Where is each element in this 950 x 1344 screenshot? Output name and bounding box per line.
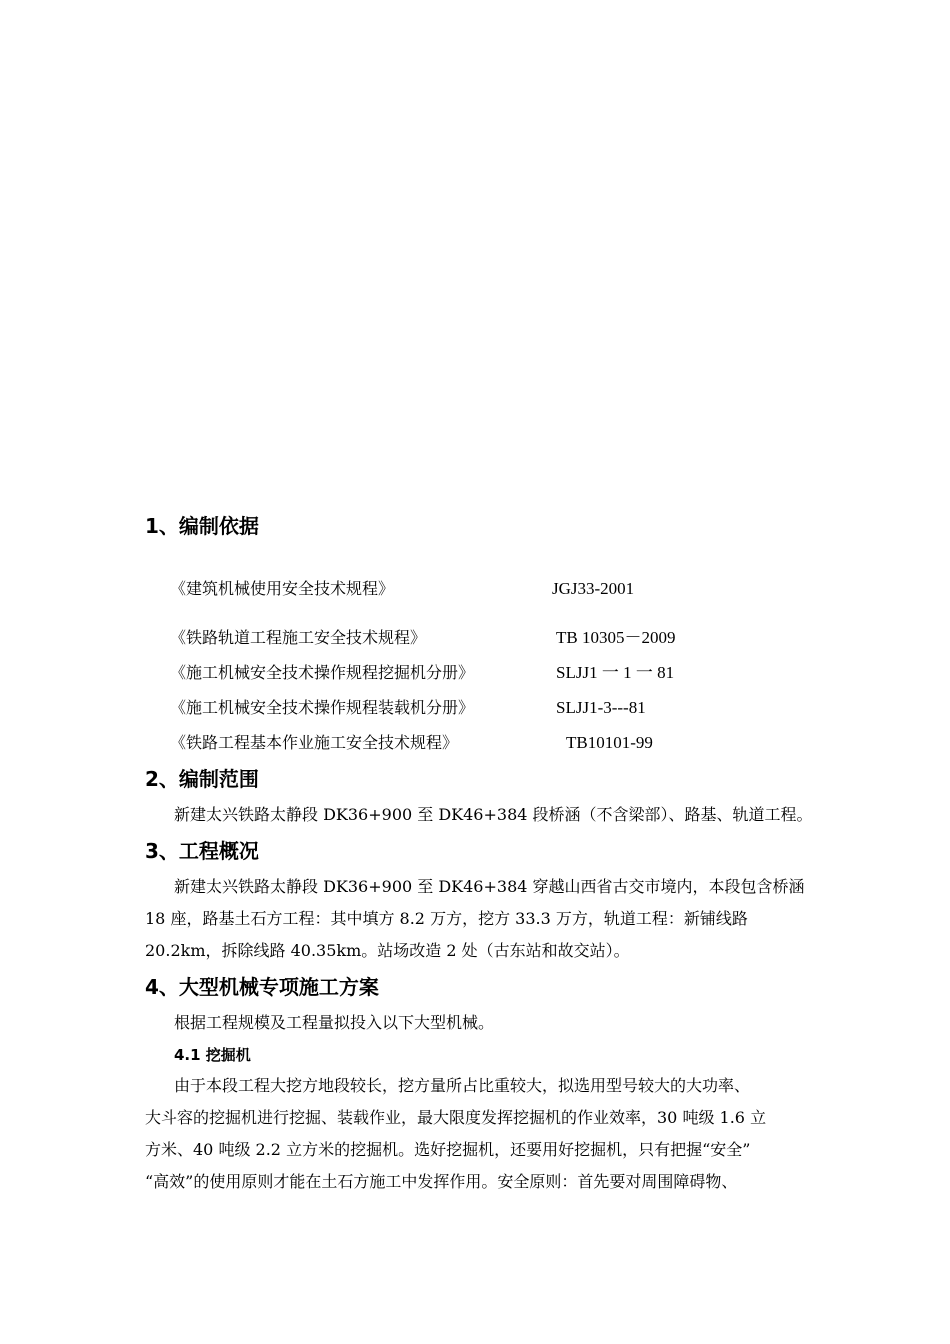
- reference-title: 《铁路工程基本作业施工安全技术规程》: [170, 733, 459, 752]
- reference-code: SLJJ1-3---81: [556, 698, 646, 717]
- paragraph-line: 方米、40 吨级 2.2 立方米的挖掘机。选好挖掘机，还要用好挖掘机，只有把握“安全”: [145, 1140, 751, 1159]
- section3-paragraph: [145, 871, 880, 967]
- reference-row: [170, 577, 870, 601]
- paragraph-line: 根据工程规模及工程量拟投入以下大型机械。: [174, 1013, 495, 1032]
- reference-code: SLJJ1 一 1 一 81: [556, 663, 675, 682]
- section4-intro: [145, 1007, 880, 1039]
- reference-title: 《铁路轨道工程施工安全技术规程》: [170, 628, 427, 647]
- paragraph-line: 新建太兴铁路太静段 DK36+900 至 DK46+384 穿越山西省古交市境内，本段包含桥涵: [174, 877, 805, 896]
- reference-row: [170, 626, 870, 650]
- reference-row: [170, 696, 870, 720]
- paragraph-line: 20.2km，拆除线路 40.35km。站场改造 2 处（古东站和故交站）。: [145, 941, 630, 960]
- paragraph-line: 大斗容的挖掘机进行挖掘、装载作业，最大限度发挥挖掘机的作业效率，30 吨级 1.6 立: [145, 1108, 767, 1127]
- section2-paragraph: [145, 799, 880, 831]
- section4-paragraph: [145, 1070, 880, 1198]
- reference-code: TB 10305－2009: [556, 628, 676, 647]
- paragraph-line: 18 座，路基土石方工程：其中填方 8.2 万方，挖方 33.3 万方，轨道工程：新铺线路: [145, 909, 748, 928]
- section1-heading: 1、编制依据: [145, 514, 259, 538]
- paragraph-line: 由于本段工程大挖方地段较长，挖方量所占比重较大，拟选用型号较大的大功率、: [174, 1076, 751, 1095]
- reference-title: 《施工机械安全技术操作规程挖掘机分册》: [170, 663, 475, 682]
- paragraph-line: “高效”的使用原则才能在土石方施工中发挥作用。安全原则：首先要对周围障碍物、: [145, 1172, 738, 1191]
- reference-code: TB10101-99: [566, 733, 653, 752]
- reference-code: JGJ33-2001: [552, 579, 635, 598]
- section4-heading: 4、大型机械专项施工方案: [145, 975, 379, 999]
- paragraph-line: 新建太兴铁路太静段 DK36+900 至 DK46+384 段桥涵（不含梁部）、路基、轨道工程。: [174, 805, 813, 824]
- section3-heading: 3、工程概况: [145, 839, 259, 863]
- reference-title: 《建筑机械使用安全技术规程》: [170, 579, 395, 598]
- section2-heading: 2、编制范围: [145, 767, 259, 791]
- reference-row: [170, 731, 870, 755]
- reference-title: 《施工机械安全技术操作规程装载机分册》: [170, 698, 475, 717]
- subsection-heading: 4.1 挖掘机: [174, 1046, 251, 1064]
- reference-row: [170, 661, 870, 685]
